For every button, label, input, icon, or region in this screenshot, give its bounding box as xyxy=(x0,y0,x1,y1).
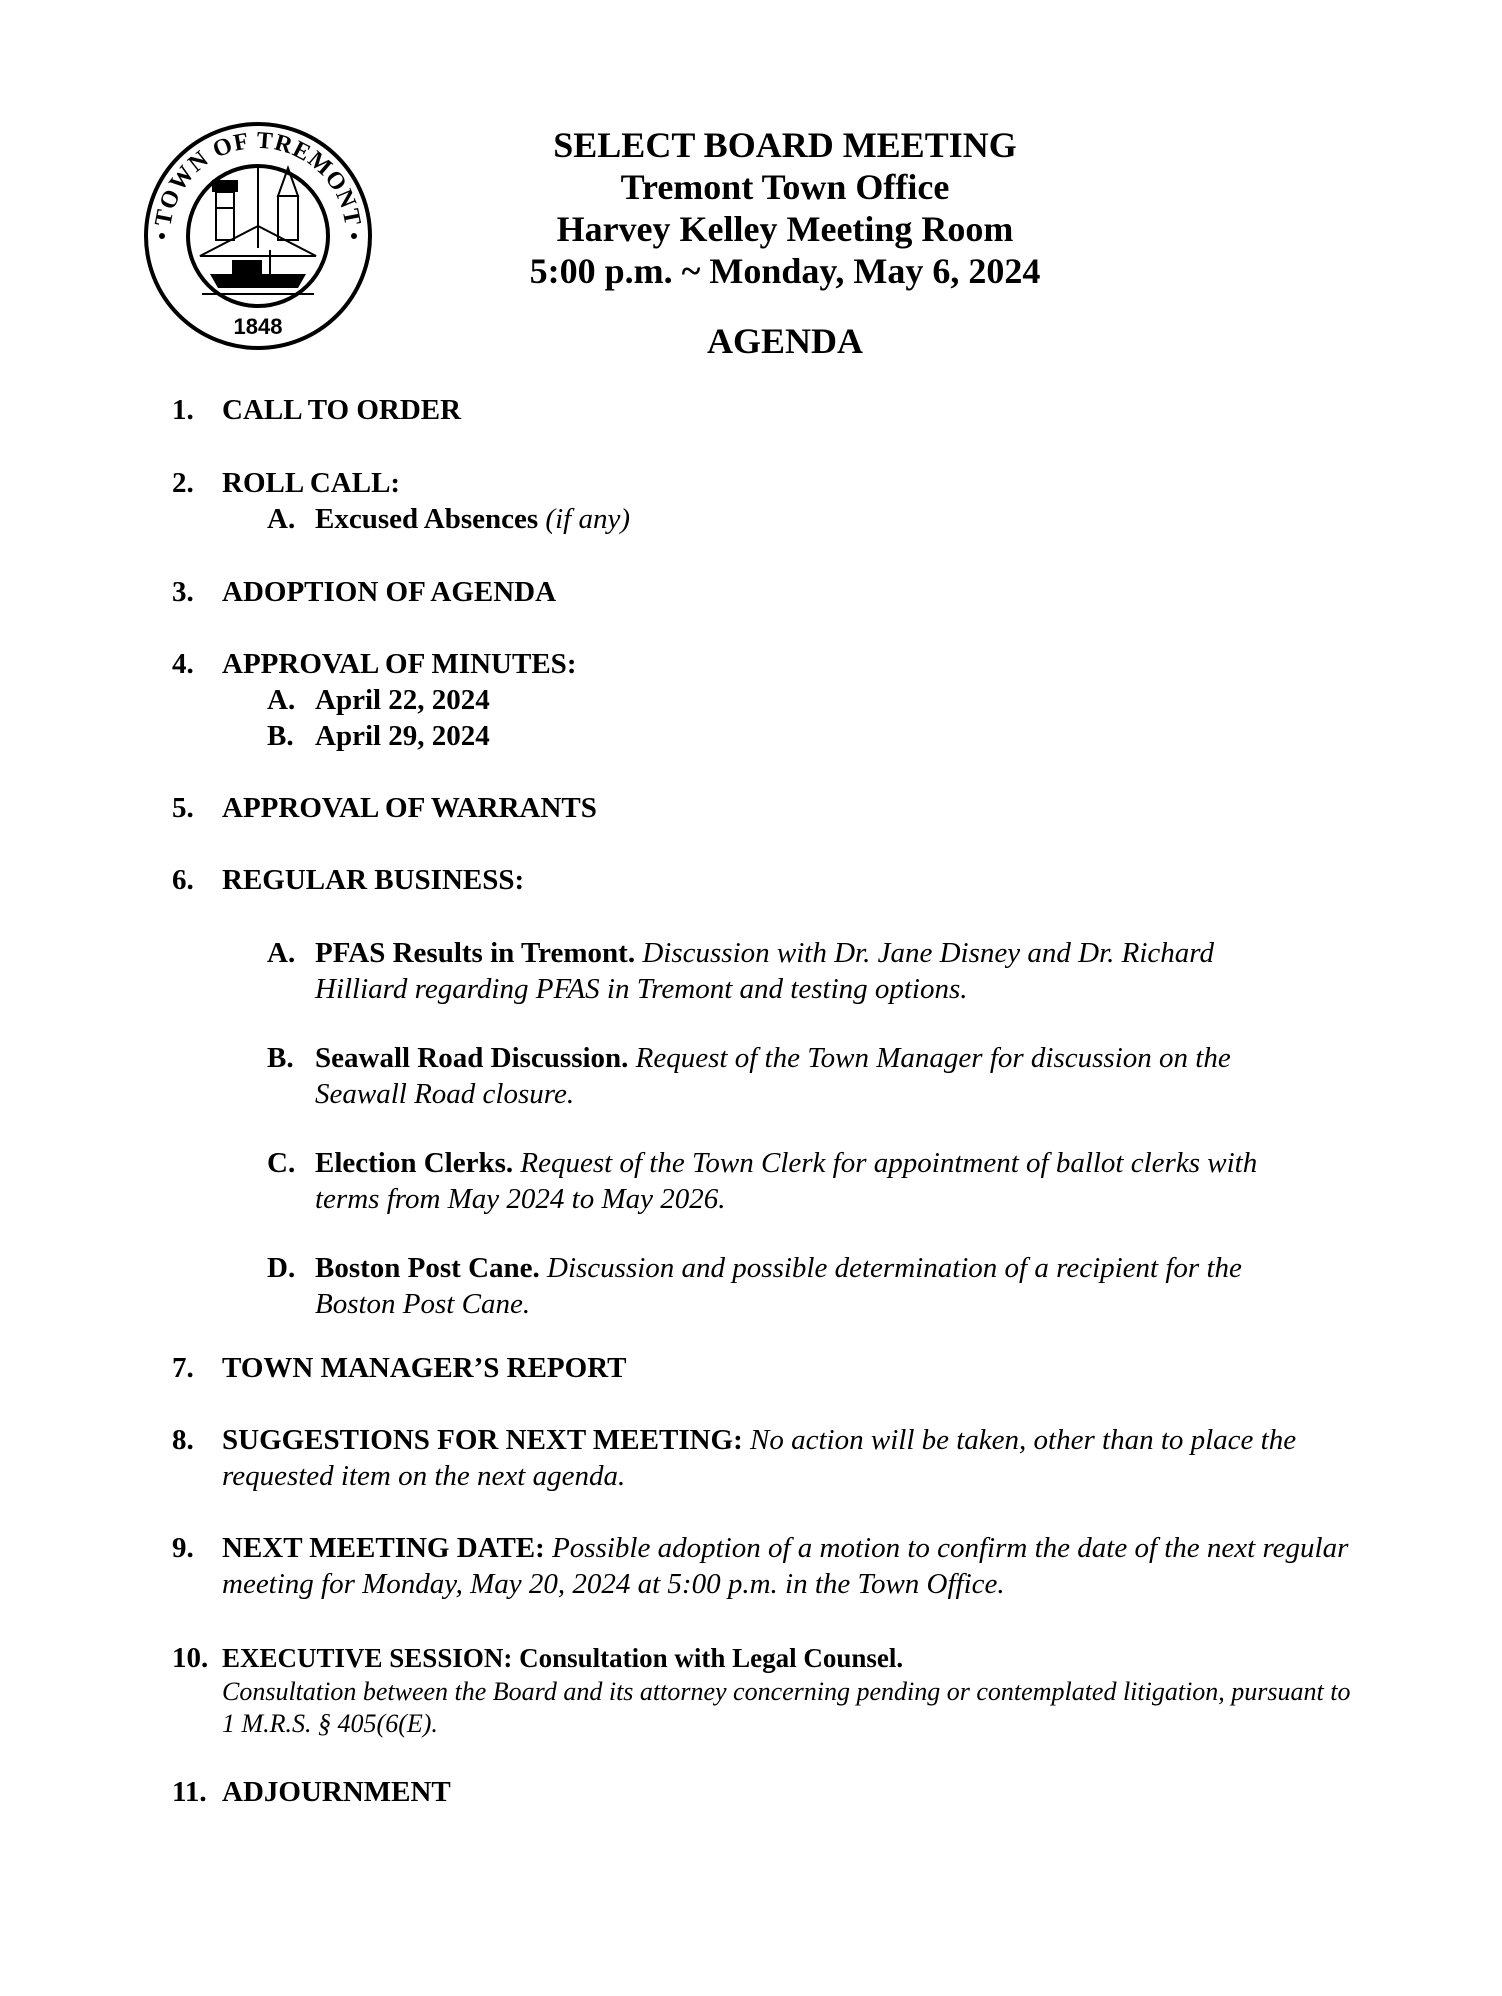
agenda-item-approval-of-minutes: 4. APPROVAL OF MINUTES: A. April 22, 2024 B. April 29, 2024 xyxy=(172,646,1362,754)
town-seal xyxy=(140,118,376,354)
agenda-item-next-meeting-date: 9. NEXT MEETING DATE: Possible adoption of a motion to confirm the date of the next regular meeting for Monday, May 20, 2024 at 5:00 p.m. in the Town Office. xyxy=(172,1532,1349,1600)
agenda-item-approval-of-warrants: 5. APPROVAL OF WARRANTS xyxy=(172,790,1362,826)
sub-item: A. Excused Absences (if any) xyxy=(267,503,630,535)
business-item-election-clerks: C. Election Clerks. Request of the Town Clerk for appointment of ballot clerks with terms from May 2024 to May 2026. xyxy=(267,1147,1258,1215)
sub-item: A. April 22, 2024 xyxy=(267,684,490,716)
agenda-item-call-to-order: 1. CALL TO ORDER xyxy=(172,392,1362,428)
business-item-pfas: A. PFAS Results in Tremont. Discussion with Dr. Jane Disney and Dr. Richard Hilliard regarding PFAS in Tremont and testing options. xyxy=(267,937,1214,1005)
agenda-item-suggestions: 8. SUGGESTIONS FOR NEXT MEETING: No action will be taken, other than to place the requested item on the next agenda. xyxy=(172,1424,1297,1492)
sub-item: B. April 29, 2024 xyxy=(267,720,490,752)
item-title: ROLL CALL: xyxy=(222,467,401,499)
town-seal-graphic xyxy=(140,118,376,354)
agenda-item-town-managers-report: 7. TOWN MANAGER’S REPORT xyxy=(172,1350,1362,1386)
agenda-item-roll-call: 2. ROLL CALL: A. Excused Absences (if any) xyxy=(172,465,1362,537)
item-title: ADJOURNMENT xyxy=(222,1776,451,1808)
svg-text:TOWN OF TREMONT: TOWN OF TREMONT xyxy=(150,127,366,229)
meeting-title: SELECT BOARD MEETING xyxy=(553,125,1017,165)
business-item-boston-post-cane: D. Boston Post Cane. Discussion and possible determination of a recipient for the Boston Post Cane. xyxy=(267,1252,1242,1320)
meeting-room: Harvey Kelley Meeting Room xyxy=(556,209,1014,249)
item-title: SUGGESTIONS FOR NEXT MEETING: xyxy=(222,1424,743,1456)
agenda-title: AGENDA xyxy=(706,321,863,361)
item-title: CALL TO ORDER xyxy=(222,394,462,426)
agenda-item-regular-business: 6. REGULAR BUSINESS: xyxy=(172,862,1362,898)
agenda-item-executive-session: 10. EXECUTIVE SESSION: Consultation with Legal Counsel. Consultation between the Board and its attorney concerning pending or contemplated litigation, pursuant to 1 M.R.S. § 405(6(E). xyxy=(172,1640,1362,1740)
item-title: NEXT MEETING DATE: xyxy=(222,1532,545,1564)
business-item-seawall-road: B. Seawall Road Discussion. Request of the Town Manager for discussion on the Seawall Road closure. xyxy=(267,1042,1231,1110)
item-title: TOWN MANAGER’S REPORT xyxy=(222,1352,627,1384)
item-title: ADOPTION OF AGENDA xyxy=(222,576,557,608)
item-title: APPROVAL OF WARRANTS xyxy=(222,792,597,824)
item-title: REGULAR BUSINESS: xyxy=(222,864,525,896)
item-title: EXECUTIVE SESSION: Consultation with Legal Counsel. xyxy=(222,1643,904,1673)
svg-text:1848: 1848 xyxy=(233,314,283,339)
item-title: APPROVAL OF MINUTES: xyxy=(222,648,577,680)
agenda-item-adjournment: 11. ADJOURNMENT xyxy=(172,1774,1362,1810)
meeting-datetime: 5:00 p.m. ~ Monday, May 6, 2024 xyxy=(529,251,1041,291)
meeting-location: Tremont Town Office xyxy=(620,167,950,207)
meeting-header xyxy=(470,124,1100,292)
agenda-item-adoption-of-agenda: 3. ADOPTION OF AGENDA xyxy=(172,574,1362,610)
